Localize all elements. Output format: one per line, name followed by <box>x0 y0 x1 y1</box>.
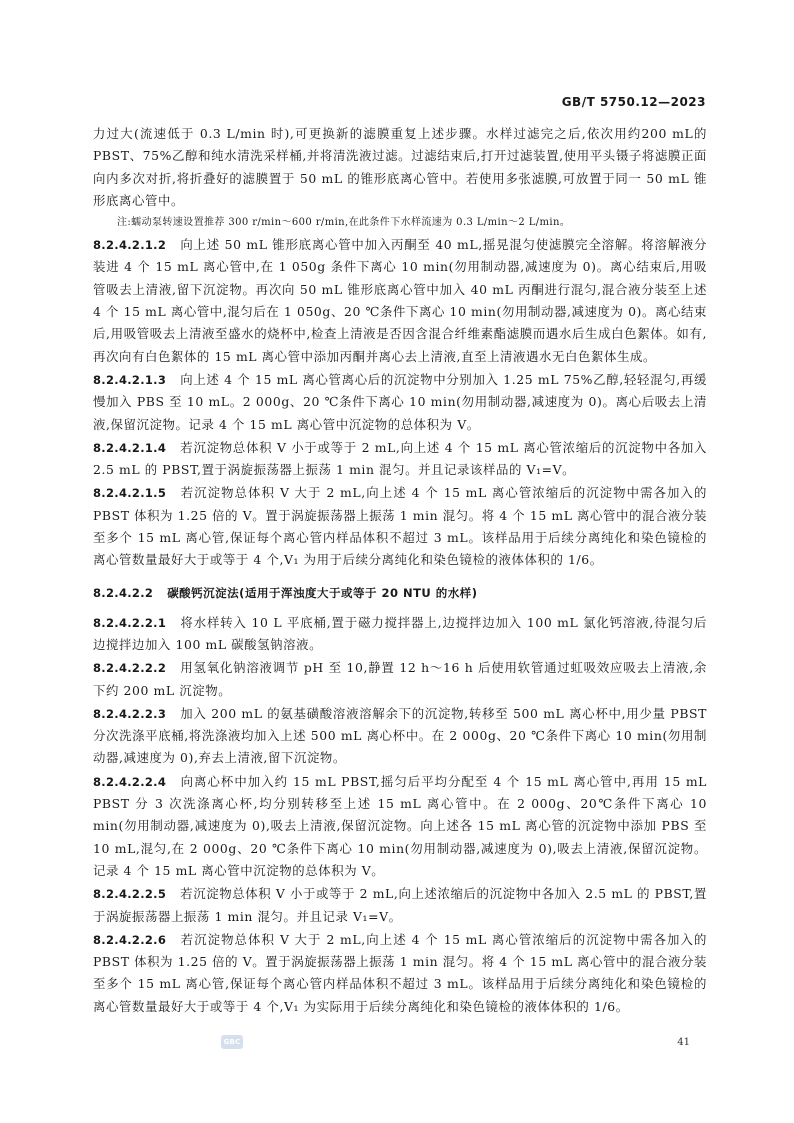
section-heading <box>93 582 707 604</box>
clause-text: 向上述 50 mL 锥形底离心管中加入丙酮至 40 mL,摇晃混匀使滤膜完全溶解。将溶解液分装进 4 个 15 mL 离心管中,在 1 050g 条件下离心 10 min(勿用制动器,减速度为 0)。离心结束后,用吸管吸去上清液,留下沉淀物。再次向 50 mL 锥形底离心管中加入 40 mL 丙酮进行混匀,混合液分装至上述 4 个 15 mL 离心管中,混匀后在 1 050g、20 ℃条件下离心 10 min(勿用制动器,减速度为 0)。离心结束后,用吸管吸去上清液至盛水的烧杯中,检查上清液是否因含混合纤维素酯滤膜而遇水后生成白色絮体。如有,再次向有白色絮体的 15 mL 离心管中添加丙酮并离心去上清液,直至上清液遇水无白色絮体生成。 <box>93 237 707 364</box>
heading-number: 8.2.4.2.2 <box>93 585 154 600</box>
clause-8-2-4-2-2-2 <box>93 657 707 702</box>
page-content <box>93 123 707 1019</box>
page-number: 41 <box>677 1037 690 1048</box>
clause-number: 8.2.4.2.1.5 <box>93 486 167 501</box>
paragraph-continuation: 力过大(流速低于 0.3 L/min 时),可更换新的滤膜重复上述步骤。水样过滤完之后,依次用约200 mL的 PBST、75%乙醇和纯水清洗采样桶,并将清洗液过滤。过滤结束后,打开过滤装置,使用平头镊子将滤膜正面向内多次对折,将折叠好的滤膜置于 50 mL 的锥形底离心管中。若使用多张滤膜,可放置于同一 50 mL 锥形底离心管中。 <box>93 126 707 208</box>
clause-text: 若沉淀物总体积 V 大于 2 mL,向上述 4 个 15 mL 离心管浓缩后的沉淀物中需各加入的 PBST 体积为 1.25 倍的 V。置于涡旋振荡器上振荡 1 min 混匀。将 4 个 15 mL 离心管中的混合液分装至多个 15 mL 离心管,保证每个离心管内样品体积不超过 3 mL。该样品用于后续分离纯化和染色镜检的离心管数量最好大于或等于 4 个,V₁ 为用于后续分离纯化和染色镜检的液体体积的 1/6。 <box>93 485 707 568</box>
clause-text: 若沉淀物总体积 V 大于 2 mL,向上述 4 个 15 mL 离心管浓缩后的沉淀物中需各加入的 PBST 体积为 1.25 倍的 V。置于涡旋振荡器上振荡 1 min 混匀。将 4 个 15 mL 离心管中的混合液分装至多个 15 mL 离心管,保证每个离心管内样品体积不超过 3 mL。该样品用于后续分离纯化和染色镜检的离心管数量最好大于或等于 4 个,V₁ 为实际用于后续分离纯化和染色镜检的液体体积的 1/6。 <box>93 931 707 1014</box>
clause-number: 8.2.4.2.1.3 <box>93 372 167 387</box>
clause-number: 8.2.4.2.2.5 <box>93 887 167 902</box>
clause-8-2-4-2-2-5 <box>93 883 707 928</box>
clause-8-2-4-2-1-4 <box>93 437 707 482</box>
clause-8-2-4-2-1-2 <box>93 234 707 368</box>
clause-8-2-4-2-2-6 <box>93 929 707 1018</box>
clause-text: 向离心杯中加入约 15 mL PBST,摇匀后平均分配至 4 个 15 mL 离心管中,再用 15 mL PBST 分 3 次洗涤离心杯,均分别转移至上述 15 mL 离心管中。在 2 000g、20℃条件下离心 10 min(勿用制动器,减速度为 0),吸去上清液,保留沉淀物。向上述各 15 mL 离心管的沉淀物中添加 PBS 至 10 mL,混匀,在 2 000g、20 ℃条件下离心 10 min(勿用制动器,减速度为 0),吸去上清液,保留沉淀物。记录 4 个 15 mL 离心管中沉淀物的总体积为 V。 <box>93 773 707 878</box>
clause-text: 若沉淀物总体积 V 小于或等于 2 mL,向上述 4 个 15 mL 离心管浓缩后的沉淀物中各加入 2.5 mL 的 PBST,置于涡旋振荡器上振荡 1 min 混匀。并且记录该样品的 V₁=V。 <box>93 439 707 478</box>
clause-number: 8.2.4.2.2.2 <box>93 661 167 676</box>
note: 注:蠕动泵转速设置推荐 300 r/min～600 r/min,在此条件下水样流速为 0.3 L/min～2 L/min。 <box>117 217 571 229</box>
clause-text: 若沉淀物总体积 V 小于或等于 2 mL,向上述浓缩后的沉淀物中各加入 2.5 mL 的 PBST,置于涡旋振荡器上振荡 1 min 混匀。并且记录 V₁=V。 <box>93 886 707 924</box>
clause-number: 8.2.4.2.2.3 <box>93 706 167 721</box>
clause-text: 将水样转入 10 L 平底桶,置于磁力搅拌器上,边搅拌边加入 100 mL 氯化钙溶液,待混匀后边搅拌边加入 100 mL 碳酸氢钠溶液。 <box>93 614 707 652</box>
clause-8-2-4-2-2-4 <box>93 771 707 882</box>
clause-text: 用氢氧化钠溶液调节 pH 至 10,静置 12 h～16 h 后使用软管通过虹吸效应吸去上清液,余下约 200 mL 沉淀物。 <box>93 660 707 698</box>
clause-8-2-4-2-2-1 <box>93 612 707 657</box>
heading-title: 碳酸钙沉淀法(适用于浑浊度大于或等于 20 NTU 的水样) <box>167 585 478 600</box>
clause-number: 8.2.4.2.2.4 <box>93 774 167 789</box>
clause-number: 8.2.4.2.1.2 <box>93 238 167 253</box>
clause-number: 8.2.4.2.2.1 <box>93 615 167 630</box>
clause-8-2-4-2-2-3 <box>93 703 707 770</box>
clause-text: 加入 200 mL 的氨基磺酸溶液溶解余下的沉淀物,转移至 500 mL 离心杯中,用少量 PBST 分次洗涤平底桶,将洗涤液均加入上述 500 mL 离心杯中。在 2 000g、20 ℃条件下离心 10 min(勿用制动器,减速度为 0),弃去上清液,留下沉淀物。 <box>93 705 707 766</box>
clause-number: 8.2.4.2.2.6 <box>93 932 167 947</box>
standard-code: GB/T 5750.12—2023 <box>561 95 706 109</box>
clause-number: 8.2.4.2.1.4 <box>93 440 167 455</box>
publisher-logo: GBC <box>221 1035 243 1049</box>
clause-8-2-4-2-1-5 <box>93 482 707 571</box>
clause-8-2-4-2-1-3 <box>93 369 707 436</box>
clause-text: 向上述 4 个 15 mL 离心管离心后的沉淀物中分别加入 1.25 mL 75%乙醇,轻轻混匀,再缓慢加入 PBS 至 10 mL。2 000g、20 ℃条件下离心 10 min(勿用制动器,减速度为 0)。离心后吸去上清液,保留沉淀物。记录 4 个 15 mL 离心管中沉淀物的总体积为 V。 <box>93 371 707 432</box>
